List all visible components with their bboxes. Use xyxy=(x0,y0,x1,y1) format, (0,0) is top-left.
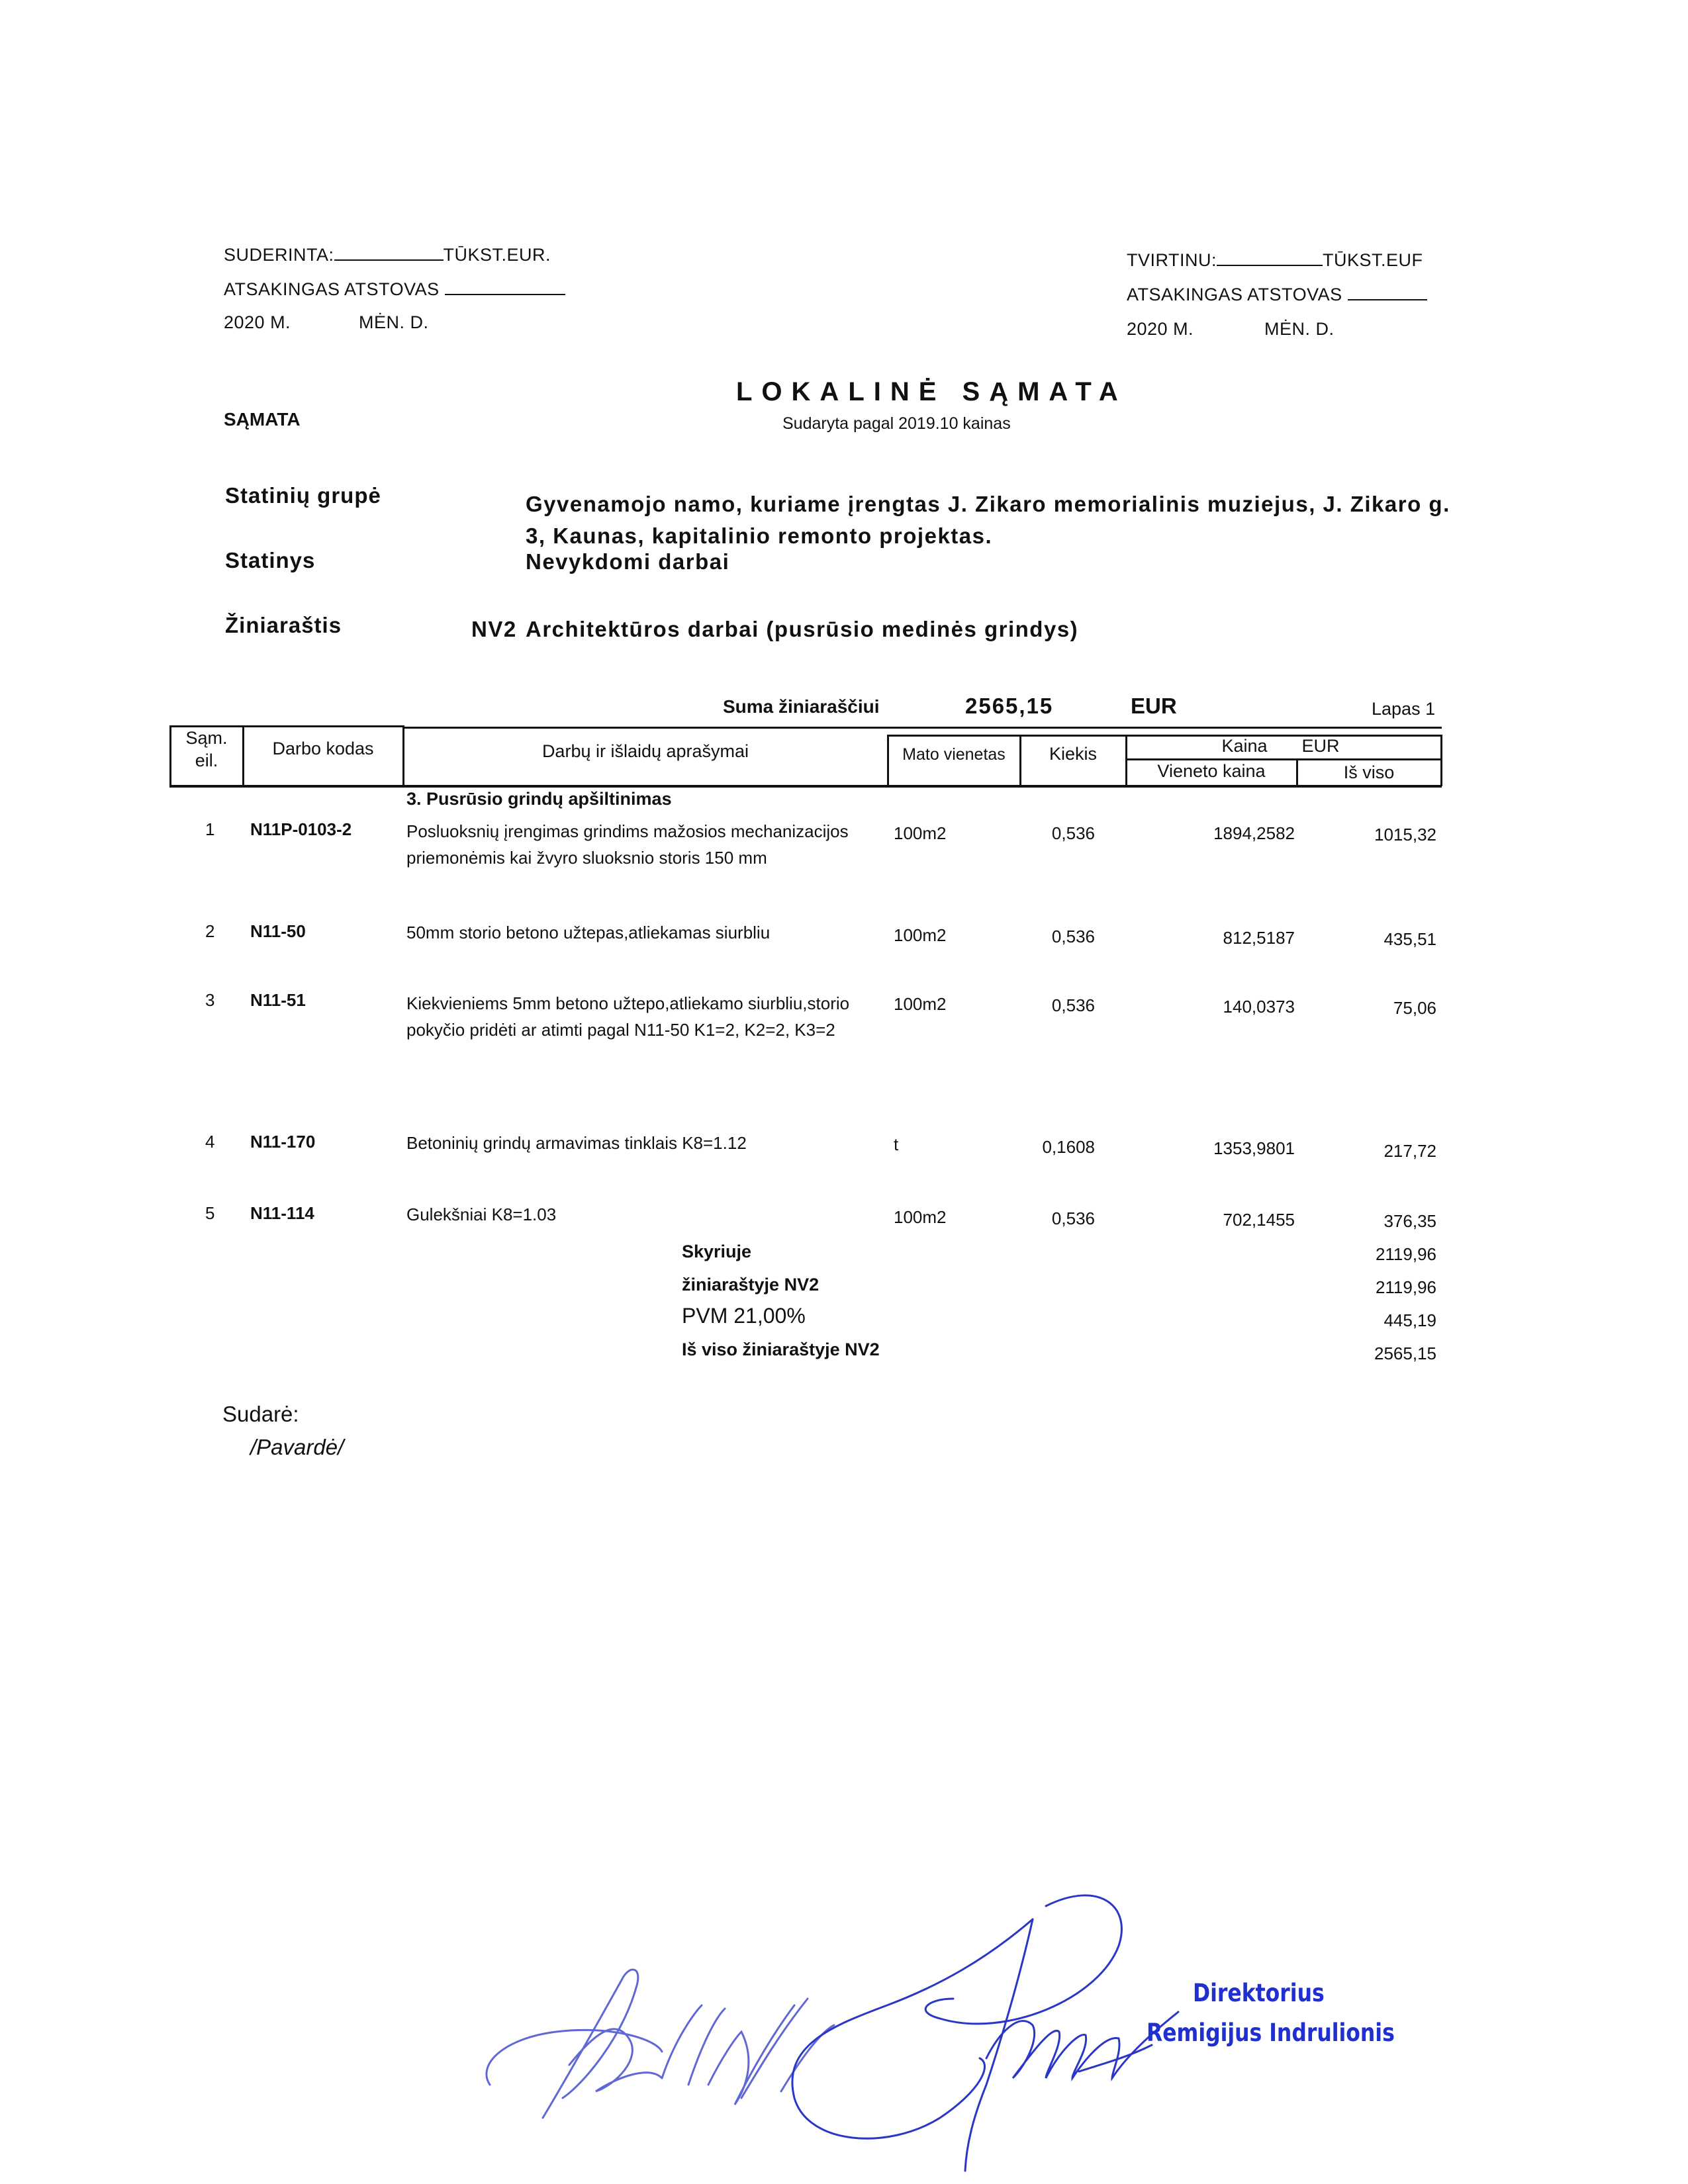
stamp-name: Remigijus Indrulionis xyxy=(1147,2019,1395,2047)
table-header-top-right xyxy=(402,727,1442,729)
table-row-3-unit: 100m2 xyxy=(894,994,947,1014)
approval-left-line2: ATSAKINGAS ATSTOVAS xyxy=(224,279,565,300)
header-description: Darbų ir išlaidų aprašymai xyxy=(541,741,749,761)
approval-right-line2: ATSAKINGAS ATSTOVAS xyxy=(1127,285,1427,305)
table-border-right xyxy=(1440,735,1442,786)
table-divider-6 xyxy=(1296,758,1298,786)
compiled-name-placeholder: /Pavardė/ xyxy=(250,1435,344,1459)
table-row-4-code: N11-170 xyxy=(250,1132,316,1152)
table-header-bottom xyxy=(169,785,1442,788)
table-divider-5 xyxy=(1125,735,1127,786)
table-row-1-qty: 0,536 xyxy=(1051,823,1095,843)
table-row-5-description: Gulekšniai K8=1.03 xyxy=(406,1205,557,1224)
table-divider-4 xyxy=(1019,735,1021,786)
building-value: Nevykdomi darbai xyxy=(526,549,730,574)
building-label: Statinys xyxy=(225,548,316,572)
header-code: Darbo kodas xyxy=(272,739,374,758)
totals-grand-value: 2565,15 xyxy=(1374,1343,1436,1363)
table-row-2-description: 50mm storio betono užtepas,atliekamas siurbliu xyxy=(406,923,771,942)
header-price: Kaina xyxy=(1221,736,1268,756)
totals-vat-value: 445,19 xyxy=(1383,1310,1436,1330)
table-row-3-description: Kiekvieniems 5mm betono užtepo,atliekamo siurbliu,storio pokyčio pridėti ar atimti pagal N11-50 K1=2, K2=2, K3=2 xyxy=(406,993,850,1040)
totals-grand-label: Iš viso žiniaraštyje NV2 xyxy=(682,1340,880,1359)
table-row-1-description: Posluoksnių įrengimas grindims mažosios mechanizacijos priemonėmis kai žvyro sluoksnio storis 150 mm xyxy=(406,821,849,868)
table-row-1-total: 1015,32 xyxy=(1374,825,1436,844)
table-row-4-no: 4 xyxy=(205,1132,215,1152)
approval-right-line1: TVIRTINU: TŪKST.EUF xyxy=(1127,250,1423,270)
table-row-4-qty: 0,1608 xyxy=(1042,1137,1095,1157)
doc-type: SĄMATA xyxy=(224,409,301,430)
table-row-5-total: 376,35 xyxy=(1383,1211,1436,1231)
table-row-5-unit-price: 702,1455 xyxy=(1223,1210,1295,1230)
price-header-mid xyxy=(1125,758,1442,760)
table-row-2-total: 435,51 xyxy=(1383,929,1436,949)
table-row-1-code: N11P-0103-2 xyxy=(250,819,352,839)
signature-right xyxy=(792,1895,1178,2171)
table-row-3-total: 75,06 xyxy=(1393,998,1436,1018)
table-row-2-qty: 0,536 xyxy=(1051,927,1095,946)
table-row-5-code: N11-114 xyxy=(250,1203,314,1223)
table-row-4-description: Betoninių grindų armavimas tinklais K8=1.12 xyxy=(406,1133,747,1153)
table-row-4-unit-price: 1353,9801 xyxy=(1213,1138,1295,1158)
sheet-label: Žiniaraštis xyxy=(225,613,342,637)
summary-amount: 2565,15 xyxy=(965,694,1054,718)
table-row-3-qty: 0,536 xyxy=(1051,995,1095,1015)
table-row-1-unit-price: 1894,2582 xyxy=(1213,823,1295,843)
approval-left-year: 2020 M. xyxy=(224,312,291,332)
signature-left xyxy=(487,1970,834,2118)
approval-left-month-day: MĖN. D. xyxy=(359,312,429,332)
table-row-2-code: N11-50 xyxy=(250,921,306,941)
header-price-currency: EUR xyxy=(1301,736,1340,756)
table-row-2-no: 2 xyxy=(205,921,215,941)
table-row-4-unit: t xyxy=(894,1134,899,1154)
table-row-5-no: 5 xyxy=(205,1203,215,1223)
compiled-label: Sudarė: xyxy=(222,1402,299,1426)
table-border-left xyxy=(169,725,171,786)
table-divider-1 xyxy=(242,725,244,786)
header-unit: Mato vienetas xyxy=(902,745,1006,764)
summary-currency: EUR xyxy=(1131,694,1177,718)
table-row-2-unit: 100m2 xyxy=(894,925,947,945)
table-row-1-no: 1 xyxy=(205,819,215,839)
table-divider-3 xyxy=(887,735,889,786)
table-row-1-unit: 100m2 xyxy=(894,823,947,843)
header-qty: Kiekis xyxy=(1049,744,1098,764)
table-row-3-unit-price: 140,0373 xyxy=(1223,997,1295,1017)
totals-vat-label: PVM 21,00% xyxy=(682,1304,806,1328)
approval-left-line1: SUDERINTA: TŪKST.EUR. xyxy=(224,245,551,265)
approval-right-year: 2020 M. xyxy=(1127,319,1194,339)
table-row-5-unit: 100m2 xyxy=(894,1207,947,1227)
page-number: Lapas 1 xyxy=(1372,699,1436,719)
header-total: Iš viso xyxy=(1343,762,1395,782)
table-row-5-qty: 0,536 xyxy=(1051,1208,1095,1228)
table-row-3-no: 3 xyxy=(205,990,215,1010)
page-title: LOKALINĖ SĄMATA xyxy=(736,377,1127,406)
price-header-top xyxy=(887,735,1442,737)
table-row-4-total: 217,72 xyxy=(1383,1141,1436,1161)
group-value: Gyvenamojo namo, kuriame įrengtas J. Zikaro memorialinis muziejus, J. Zikaro g. 3, Kaunas, kapitalinio remonto projektas. xyxy=(526,492,1450,548)
signatures xyxy=(463,1866,1258,2184)
table-row-3-code: N11-51 xyxy=(250,990,306,1010)
page-subtitle: Sudaryta pagal 2019.10 kainas xyxy=(782,414,1011,433)
header-unit-price: Vieneto kaina xyxy=(1157,761,1266,781)
table-row-2-unit-price: 812,5187 xyxy=(1223,928,1295,948)
table-divider-2 xyxy=(402,725,404,786)
sheet-value: Architektūros darbai (pusrūsio medinės grindys) xyxy=(526,617,1079,641)
totals-section-label: Skyriuje xyxy=(682,1242,752,1261)
header-no: Sąm. eil. xyxy=(185,728,228,770)
totals-sheet-value: 2119,96 xyxy=(1375,1277,1436,1297)
approval-right-month-day: MĖN. D. xyxy=(1264,319,1335,339)
totals-sheet-label: žiniaraštyje NV2 xyxy=(682,1275,820,1295)
sheet-code: NV2 xyxy=(471,617,517,641)
totals-section-value: 2119,96 xyxy=(1375,1244,1436,1264)
stamp-title: Direktorius xyxy=(1193,1979,1325,2007)
group-label: Statinių grupė xyxy=(225,483,381,508)
summary-label: Suma žiniaraščiui xyxy=(723,696,880,717)
section-title: 3. Pusrūsio grindų apšiltinimas xyxy=(406,789,672,809)
